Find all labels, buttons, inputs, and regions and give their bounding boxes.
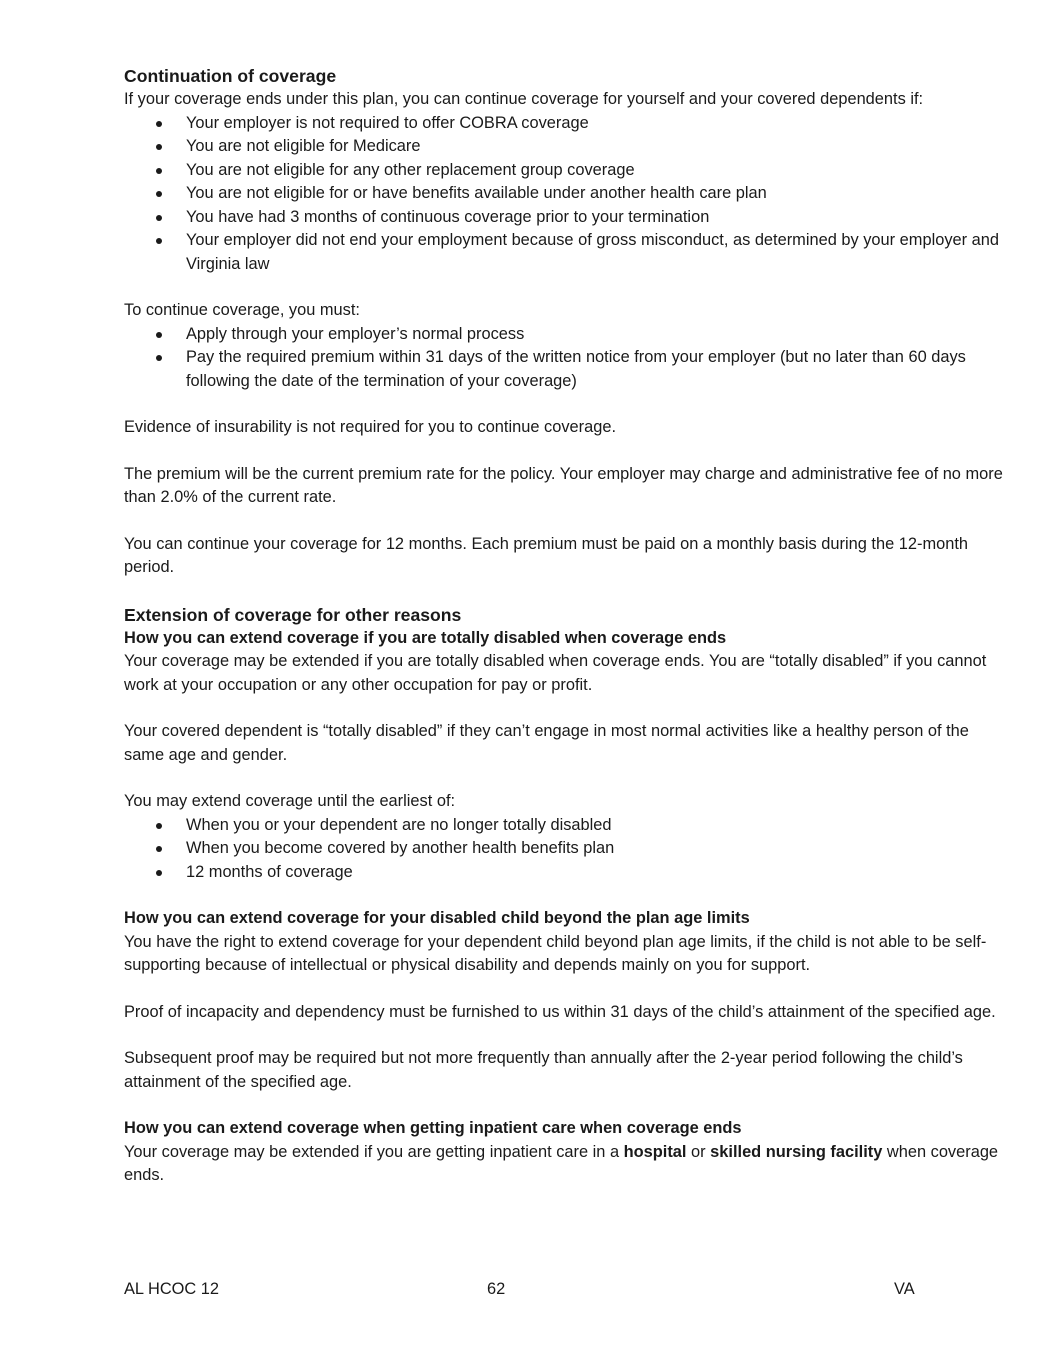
bullet-icon	[156, 168, 162, 174]
list-item: Your employer is not required to offer COBRA coverage	[124, 112, 1004, 136]
subheading-child: How you can extend coverage for your disabled child beyond the plan age limits	[124, 909, 750, 927]
list-item: You are not eligible for any other replacement group coverage	[124, 159, 1004, 183]
bullet-icon	[156, 823, 162, 829]
bullet-icon	[156, 238, 162, 244]
document-page	[124, 64, 1004, 1188]
list-item: You are not eligible for Medicare	[124, 135, 1004, 159]
bullet-icon	[156, 215, 162, 221]
subheading-disabled: How you can extend coverage if you are totally disabled when coverage ends	[124, 628, 727, 647]
footer-form-code: AL HCOC 12	[124, 1280, 220, 1298]
term-hospital: hospital	[623, 1142, 687, 1161]
subheading-inpatient: How you can extend coverage when getting inpatient care when coverage ends	[124, 1119, 742, 1137]
section-heading-extension: Extension of coverage for other reasons	[124, 604, 462, 625]
child-paragraph-1: You have the right to extend coverage for your dependent child beyond plan age limits, if the child is not able to be self-supporting because of intellectual or physical disability and depends mainly on you for support.	[124, 932, 987, 974]
page-number: 62	[487, 1280, 506, 1298]
list-item: Pay the required premium within 31 days of the written notice from your employer (but no later than 60 days following the date of the termination of your coverage)	[124, 346, 1004, 393]
disabled-paragraph-2: Your covered dependent is “totally disabled” if they can’t engage in most normal activities like a healthy person of the same age and gender.	[124, 722, 969, 764]
bullet-icon	[156, 191, 162, 197]
list-item: Your employer did not end your employment because of gross misconduct, as determined by your employer and Virginia law	[124, 229, 1004, 276]
inpatient-paragraph: Your coverage may be extended if you are getting inpatient care in a hospital or skilled nursing facility when coverage ends.	[124, 1142, 999, 1184]
must-list	[124, 323, 1004, 394]
child-paragraph-2: Proof of incapacity and dependency must be furnished to us within 31 days of the child’s attainment of the specified age.	[124, 1002, 996, 1021]
list-item: You have had 3 months of continuous coverage prior to your termination	[124, 206, 1004, 230]
term-skilled-nursing-facility: skilled nursing facility	[710, 1142, 883, 1161]
section-heading-continuation: Continuation of coverage	[124, 66, 337, 86]
bullet-icon	[156, 144, 162, 150]
bullet-icon	[156, 121, 162, 127]
list-item: When you become covered by another health benefits plan	[124, 837, 1004, 861]
must-intro: To continue coverage, you must:	[124, 301, 360, 319]
duration-paragraph: You can continue your coverage for 12 months. Each premium must be paid on a monthly basis during the 12-month period.	[124, 534, 968, 576]
disabled-paragraph-1: Your coverage may be extended if you are totally disabled when coverage ends. You are “totally disabled” if you cannot work at your occupation or any other occupation for pay or profit.	[124, 652, 987, 694]
continuation-intro: If your coverage ends under this plan, you can continue coverage for yourself and your covered dependents if:	[124, 90, 924, 108]
continuation-conditions-list	[124, 112, 1004, 277]
child-paragraph-3: Subsequent proof may be required but not more frequently than annually after the 2-year period following the child’s attainment of the specified age.	[124, 1049, 963, 1091]
footer-state: VA	[894, 1280, 915, 1298]
bullet-icon	[156, 332, 162, 338]
bullet-icon	[156, 870, 162, 876]
bullet-icon	[156, 355, 162, 361]
bullet-icon	[156, 846, 162, 852]
list-item: 12 months of coverage	[124, 861, 1004, 885]
evidence-paragraph: Evidence of insurability is not required for you to continue coverage.	[124, 418, 616, 436]
page-footer	[124, 1280, 1004, 1304]
premium-paragraph: The premium will be the current premium rate for the policy. Your employer may charge and administrative fee of no more than 2.0% of the current rate.	[124, 464, 1003, 506]
until-list	[124, 814, 1004, 885]
until-intro: You may extend coverage until the earliest of:	[124, 792, 456, 810]
list-item: Apply through your employer’s normal process	[124, 323, 1004, 347]
list-item: When you or your dependent are no longer totally disabled	[124, 814, 1004, 838]
list-item: You are not eligible for or have benefits available under another health care plan	[124, 182, 1004, 206]
